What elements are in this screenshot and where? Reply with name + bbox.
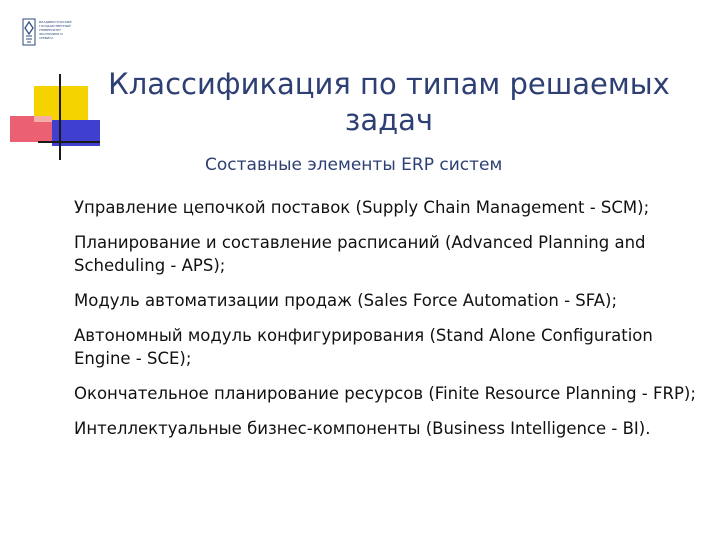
logo-line: ЭКОНОМИКИ И	[39, 32, 63, 36]
list-item: Интеллектуальные бизнес-компоненты (Business Intelligence - BI).	[74, 419, 651, 438]
deco-overlap	[34, 116, 52, 122]
logo-line: СЕРВИСА	[39, 36, 54, 40]
subtitle: Составные элементы ERP систем	[205, 155, 503, 175]
item-list	[74, 196, 698, 452]
list-item: Планирование и составление расписаний (Advanced Planning and Scheduling - APS);	[74, 233, 646, 275]
list-item: Модуль автоматизации продаж (Sales Force Automation - SFA);	[74, 291, 618, 310]
logo-line: ВЛАДИВОСТОКСКИЙ	[39, 20, 72, 24]
logo-line: УНИВЕРСИТЕТ	[39, 28, 61, 32]
logo-line: ГОСУДАРСТВЕННЫЙ	[39, 24, 71, 28]
list-item: Автономный модуль конфигурирования (Stand Alone Configuration Engine - SCE);	[74, 326, 653, 368]
page-title: Классификация по типам решаемых задач	[108, 67, 670, 137]
list-item: Окончательное планирование ресурсов (Finite Resource Planning - FRP);	[74, 384, 696, 403]
decorative-squares	[0, 0, 110, 170]
list-item: Управление цепочкой поставок (Supply Chain Management - SCM);	[74, 198, 650, 217]
